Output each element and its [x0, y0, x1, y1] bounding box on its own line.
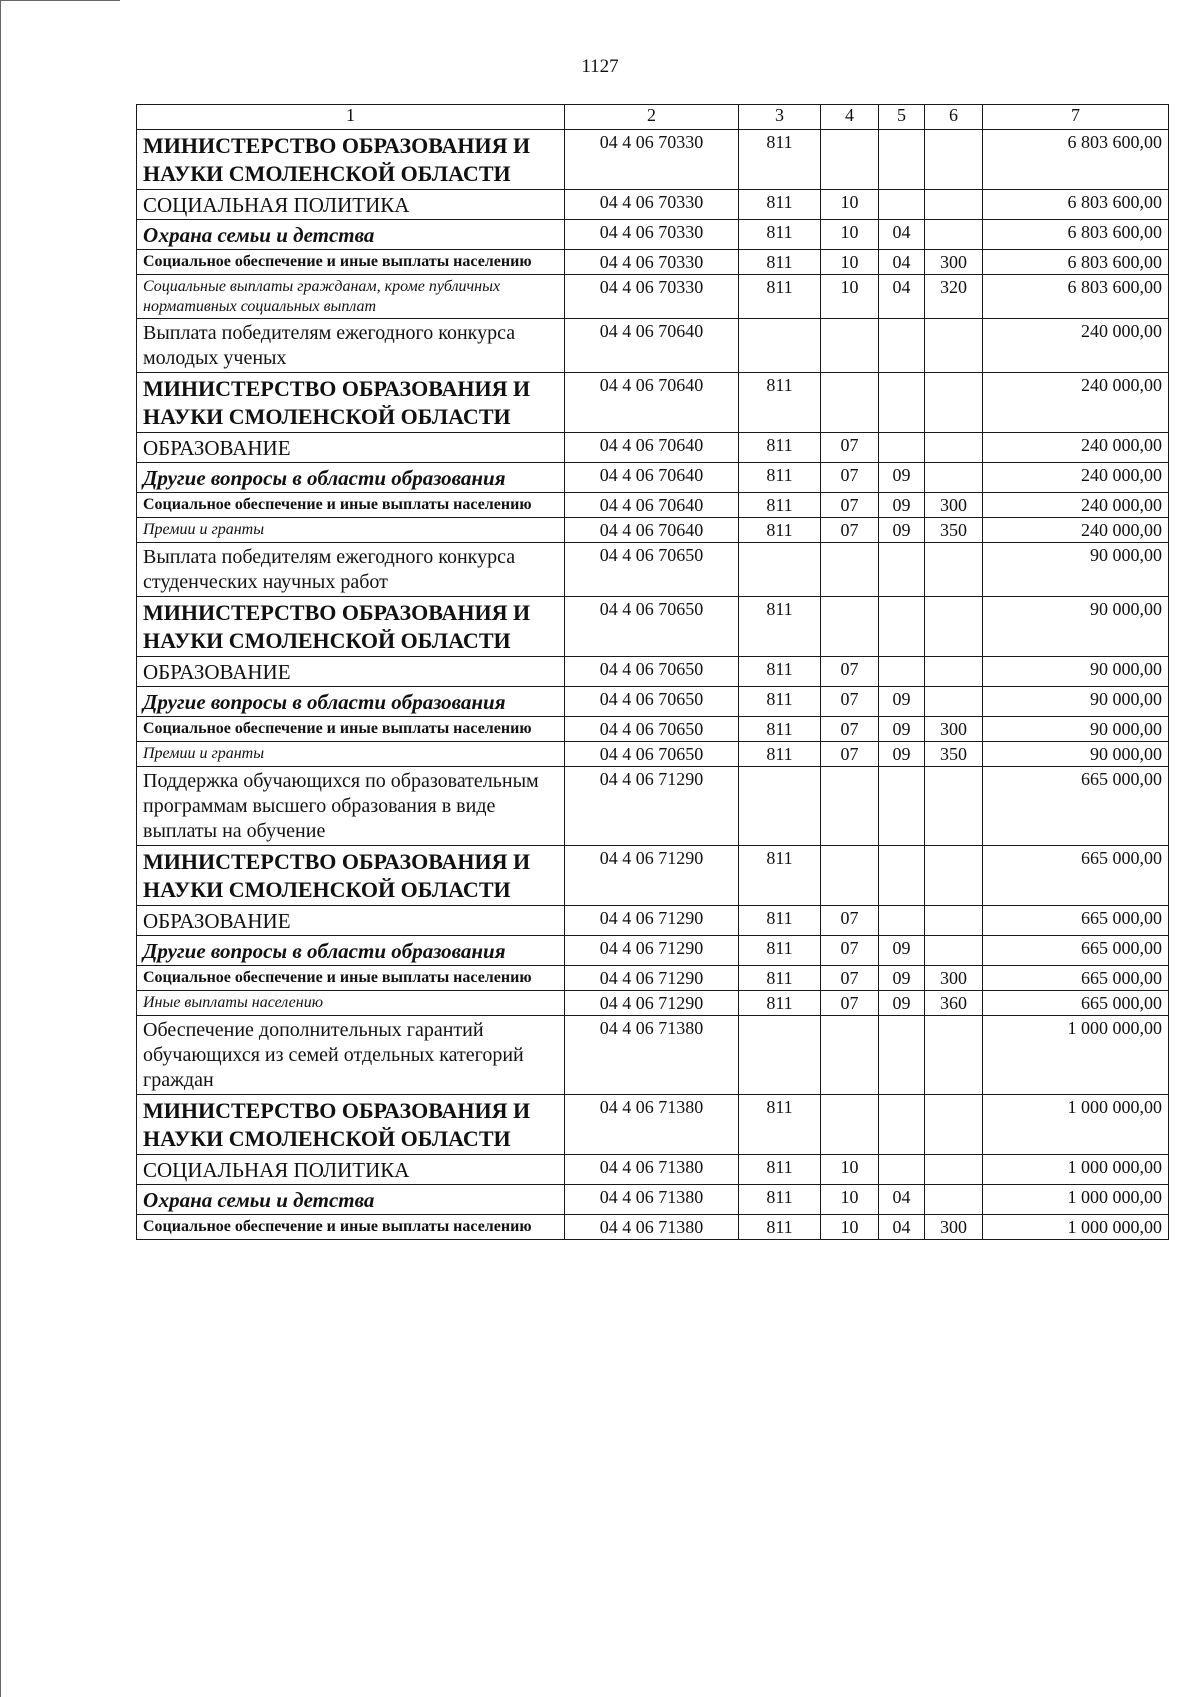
row-name: Выплата победителям ежегодного конкурса студенческих научных работ	[137, 543, 565, 597]
table-row	[137, 1016, 1169, 1095]
row-expense-type: 300	[925, 250, 983, 275]
row-admin-code: 811	[739, 936, 821, 966]
table-row	[137, 190, 1169, 220]
row-admin-code	[739, 1016, 821, 1095]
row-subsection-code: 09	[879, 687, 925, 717]
row-section-code	[821, 319, 879, 373]
table-row	[137, 463, 1169, 493]
row-admin-code	[739, 767, 821, 846]
header-col-5: 5	[879, 105, 925, 130]
row-expense-type: 300	[925, 966, 983, 991]
row-name: ОБРАЗОВАНИЕ	[137, 657, 565, 687]
row-name: МИНИСТЕРСТВО ОБРАЗОВАНИЯ И НАУКИ СМОЛЕНСКОЙ ОБЛАСТИ	[137, 1095, 565, 1155]
row-amount: 665 000,00	[983, 767, 1169, 846]
row-target-code: 04 4 06 70330	[565, 190, 739, 220]
row-section-code: 07	[821, 742, 879, 767]
row-section-code	[821, 1016, 879, 1095]
row-section-code: 07	[821, 717, 879, 742]
row-amount: 6 803 600,00	[983, 250, 1169, 275]
table-row	[137, 597, 1169, 657]
row-name: Социальное обеспечение и иные выплаты населению	[137, 250, 565, 275]
row-section-code: 07	[821, 518, 879, 543]
row-expense-type	[925, 433, 983, 463]
row-section-code	[821, 130, 879, 190]
row-admin-code: 811	[739, 1215, 821, 1240]
row-admin-code: 811	[739, 518, 821, 543]
row-subsection-code	[879, 373, 925, 433]
row-admin-code	[739, 319, 821, 373]
row-name: ОБРАЗОВАНИЕ	[137, 433, 565, 463]
row-subsection-code	[879, 543, 925, 597]
table-row	[137, 1185, 1169, 1215]
row-admin-code: 811	[739, 966, 821, 991]
table-row	[137, 966, 1169, 991]
row-target-code: 04 4 06 71290	[565, 966, 739, 991]
row-subsection-code	[879, 319, 925, 373]
row-section-code: 10	[821, 1215, 879, 1240]
table-body	[137, 130, 1169, 1240]
row-subsection-code	[879, 906, 925, 936]
row-subsection-code: 04	[879, 275, 925, 319]
table-row	[137, 936, 1169, 966]
row-target-code: 04 4 06 70640	[565, 493, 739, 518]
row-amount: 665 000,00	[983, 846, 1169, 906]
row-target-code: 04 4 06 70650	[565, 687, 739, 717]
row-amount: 240 000,00	[983, 319, 1169, 373]
row-section-code: 07	[821, 906, 879, 936]
row-name: Другие вопросы в области образования	[137, 687, 565, 717]
row-name: СОЦИАЛЬНАЯ ПОЛИТИКА	[137, 190, 565, 220]
row-section-code: 07	[821, 433, 879, 463]
row-amount: 90 000,00	[983, 687, 1169, 717]
row-subsection-code	[879, 1155, 925, 1185]
table-row	[137, 657, 1169, 687]
table-row	[137, 846, 1169, 906]
row-amount: 6 803 600,00	[983, 130, 1169, 190]
row-section-code: 07	[821, 657, 879, 687]
row-name: Премии и гранты	[137, 518, 565, 543]
row-target-code: 04 4 06 70330	[565, 220, 739, 250]
row-name: Другие вопросы в области образования	[137, 463, 565, 493]
table-row	[137, 319, 1169, 373]
row-admin-code: 811	[739, 1185, 821, 1215]
row-admin-code: 811	[739, 717, 821, 742]
header-col-4: 4	[821, 105, 879, 130]
row-name: Охрана семьи и детства	[137, 1185, 565, 1215]
row-subsection-code: 09	[879, 966, 925, 991]
row-expense-type: 300	[925, 717, 983, 742]
row-subsection-code: 04	[879, 250, 925, 275]
table-row	[137, 1155, 1169, 1185]
row-admin-code: 811	[739, 493, 821, 518]
row-target-code: 04 4 06 70650	[565, 543, 739, 597]
row-name: МИНИСТЕРСТВО ОБРАЗОВАНИЯ И НАУКИ СМОЛЕНСКОЙ ОБЛАСТИ	[137, 846, 565, 906]
row-amount: 665 000,00	[983, 936, 1169, 966]
row-section-code: 10	[821, 1185, 879, 1215]
row-admin-code: 811	[739, 373, 821, 433]
row-target-code: 04 4 06 70640	[565, 373, 739, 433]
row-expense-type	[925, 1016, 983, 1095]
table-row	[137, 742, 1169, 767]
table-row	[137, 275, 1169, 319]
row-target-code: 04 4 06 70650	[565, 742, 739, 767]
row-name: Социальные выплаты гражданам, кроме публичных нормативных социальных выплат	[137, 275, 565, 319]
header-col-7: 7	[983, 105, 1169, 130]
row-admin-code: 811	[739, 991, 821, 1016]
row-admin-code: 811	[739, 687, 821, 717]
row-amount: 240 000,00	[983, 433, 1169, 463]
row-subsection-code	[879, 597, 925, 657]
row-target-code: 04 4 06 70640	[565, 518, 739, 543]
table-row	[137, 906, 1169, 936]
row-admin-code: 811	[739, 463, 821, 493]
row-target-code: 04 4 06 71380	[565, 1185, 739, 1215]
row-name: СОЦИАЛЬНАЯ ПОЛИТИКА	[137, 1155, 565, 1185]
row-subsection-code	[879, 190, 925, 220]
row-expense-type	[925, 1185, 983, 1215]
row-section-code	[821, 1095, 879, 1155]
row-expense-type: 320	[925, 275, 983, 319]
row-target-code: 04 4 06 71380	[565, 1095, 739, 1155]
row-amount: 1 000 000,00	[983, 1215, 1169, 1240]
row-admin-code: 811	[739, 220, 821, 250]
row-section-code: 10	[821, 275, 879, 319]
row-subsection-code: 04	[879, 1185, 925, 1215]
scan-edge-left	[0, 0, 1, 1697]
row-admin-code: 811	[739, 275, 821, 319]
row-expense-type	[925, 1095, 983, 1155]
row-subsection-code: 09	[879, 742, 925, 767]
row-target-code: 04 4 06 71380	[565, 1155, 739, 1185]
row-expense-type	[925, 190, 983, 220]
row-amount: 240 000,00	[983, 518, 1169, 543]
row-amount: 6 803 600,00	[983, 275, 1169, 319]
row-admin-code: 811	[739, 1155, 821, 1185]
row-subsection-code	[879, 767, 925, 846]
row-section-code	[821, 846, 879, 906]
row-amount: 90 000,00	[983, 717, 1169, 742]
row-target-code: 04 4 06 71290	[565, 846, 739, 906]
row-target-code: 04 4 06 70330	[565, 250, 739, 275]
row-amount: 1 000 000,00	[983, 1185, 1169, 1215]
row-expense-type	[925, 936, 983, 966]
row-admin-code	[739, 543, 821, 597]
row-name: МИНИСТЕРСТВО ОБРАЗОВАНИЯ И НАУКИ СМОЛЕНСКОЙ ОБЛАСТИ	[137, 130, 565, 190]
row-section-code: 07	[821, 463, 879, 493]
scan-edge-top	[0, 0, 120, 1]
table-row	[137, 250, 1169, 275]
row-admin-code: 811	[739, 190, 821, 220]
row-subsection-code: 04	[879, 1215, 925, 1240]
row-expense-type	[925, 130, 983, 190]
row-section-code	[821, 373, 879, 433]
table-row	[137, 373, 1169, 433]
row-amount: 665 000,00	[983, 906, 1169, 936]
row-target-code: 04 4 06 70650	[565, 717, 739, 742]
row-admin-code: 811	[739, 742, 821, 767]
row-expense-type	[925, 657, 983, 687]
row-section-code: 07	[821, 966, 879, 991]
table-row	[137, 717, 1169, 742]
row-section-code	[821, 543, 879, 597]
row-admin-code: 811	[739, 597, 821, 657]
row-section-code	[821, 767, 879, 846]
row-section-code	[821, 597, 879, 657]
table-row	[137, 130, 1169, 190]
row-expense-type	[925, 767, 983, 846]
table-row	[137, 991, 1169, 1016]
row-target-code: 04 4 06 71290	[565, 767, 739, 846]
row-target-code: 04 4 06 71380	[565, 1016, 739, 1095]
row-name: МИНИСТЕРСТВО ОБРАЗОВАНИЯ И НАУКИ СМОЛЕНСКОЙ ОБЛАСТИ	[137, 597, 565, 657]
row-amount: 6 803 600,00	[983, 220, 1169, 250]
row-section-code: 10	[821, 190, 879, 220]
row-expense-type	[925, 220, 983, 250]
row-expense-type	[925, 373, 983, 433]
row-subsection-code: 04	[879, 220, 925, 250]
table-header	[137, 105, 1169, 130]
row-name: Другие вопросы в области образования	[137, 936, 565, 966]
table-row	[137, 220, 1169, 250]
row-name: Иные выплаты населению	[137, 991, 565, 1016]
row-target-code: 04 4 06 70640	[565, 463, 739, 493]
row-name: Обеспечение дополнительных гарантий обучающихся из семей отдельных категорий граждан	[137, 1016, 565, 1095]
row-expense-type	[925, 906, 983, 936]
row-subsection-code	[879, 846, 925, 906]
row-expense-type: 350	[925, 742, 983, 767]
row-subsection-code: 09	[879, 717, 925, 742]
row-expense-type	[925, 1155, 983, 1185]
table-row	[137, 518, 1169, 543]
row-subsection-code	[879, 1016, 925, 1095]
row-expense-type	[925, 597, 983, 657]
row-expense-type: 350	[925, 518, 983, 543]
row-expense-type: 300	[925, 1215, 983, 1240]
row-expense-type	[925, 319, 983, 373]
row-target-code: 04 4 06 71290	[565, 936, 739, 966]
row-subsection-code: 09	[879, 463, 925, 493]
row-amount: 90 000,00	[983, 597, 1169, 657]
row-target-code: 04 4 06 70640	[565, 319, 739, 373]
row-subsection-code	[879, 1095, 925, 1155]
row-subsection-code: 09	[879, 991, 925, 1016]
budget-table	[136, 104, 1169, 1240]
row-admin-code: 811	[739, 433, 821, 463]
row-amount: 665 000,00	[983, 966, 1169, 991]
row-section-code: 07	[821, 936, 879, 966]
row-name: Социальное обеспечение и иные выплаты населению	[137, 1215, 565, 1240]
table-row	[137, 1095, 1169, 1155]
row-expense-type: 360	[925, 991, 983, 1016]
row-name: Социальное обеспечение и иные выплаты населению	[137, 493, 565, 518]
row-name: Социальное обеспечение и иные выплаты населению	[137, 966, 565, 991]
row-amount: 1 000 000,00	[983, 1155, 1169, 1185]
row-name: Премии и гранты	[137, 742, 565, 767]
table-row	[137, 767, 1169, 846]
row-admin-code: 811	[739, 657, 821, 687]
row-expense-type	[925, 543, 983, 597]
row-subsection-code	[879, 657, 925, 687]
row-name: Выплата победителям ежегодного конкурса молодых ученых	[137, 319, 565, 373]
table-row	[137, 1215, 1169, 1240]
row-name: МИНИСТЕРСТВО ОБРАЗОВАНИЯ И НАУКИ СМОЛЕНСКОЙ ОБЛАСТИ	[137, 373, 565, 433]
table-row	[137, 543, 1169, 597]
row-name: Поддержка обучающихся по образовательным программам высшего образования в виде выплаты на обучение	[137, 767, 565, 846]
table-row	[137, 687, 1169, 717]
row-admin-code: 811	[739, 250, 821, 275]
row-expense-type	[925, 687, 983, 717]
row-amount: 90 000,00	[983, 657, 1169, 687]
row-section-code: 10	[821, 220, 879, 250]
row-subsection-code: 09	[879, 936, 925, 966]
row-expense-type: 300	[925, 493, 983, 518]
row-amount: 90 000,00	[983, 543, 1169, 597]
header-col-1: 1	[137, 105, 565, 130]
row-target-code: 04 4 06 71380	[565, 1215, 739, 1240]
header-col-6: 6	[925, 105, 983, 130]
row-admin-code: 811	[739, 130, 821, 190]
row-amount: 240 000,00	[983, 493, 1169, 518]
row-name: Охрана семьи и детства	[137, 220, 565, 250]
header-col-3: 3	[739, 105, 821, 130]
table-row	[137, 433, 1169, 463]
row-target-code: 04 4 06 70330	[565, 130, 739, 190]
row-section-code: 07	[821, 991, 879, 1016]
row-admin-code: 811	[739, 846, 821, 906]
row-amount: 240 000,00	[983, 373, 1169, 433]
table-row	[137, 493, 1169, 518]
row-amount: 6 803 600,00	[983, 190, 1169, 220]
row-amount: 90 000,00	[983, 742, 1169, 767]
page-number: 1127	[581, 56, 619, 77]
row-subsection-code: 09	[879, 518, 925, 543]
row-section-code: 07	[821, 493, 879, 518]
row-subsection-code	[879, 130, 925, 190]
row-target-code: 04 4 06 71290	[565, 991, 739, 1016]
row-amount: 665 000,00	[983, 991, 1169, 1016]
row-target-code: 04 4 06 70650	[565, 597, 739, 657]
row-section-code: 07	[821, 687, 879, 717]
row-target-code: 04 4 06 70650	[565, 657, 739, 687]
header-row	[137, 105, 1169, 130]
row-subsection-code: 09	[879, 493, 925, 518]
row-amount: 1 000 000,00	[983, 1016, 1169, 1095]
row-section-code: 10	[821, 1155, 879, 1185]
row-expense-type	[925, 463, 983, 493]
row-target-code: 04 4 06 71290	[565, 906, 739, 936]
row-name: Социальное обеспечение и иные выплаты населению	[137, 717, 565, 742]
row-amount: 240 000,00	[983, 463, 1169, 493]
row-admin-code: 811	[739, 906, 821, 936]
row-name: ОБРАЗОВАНИЕ	[137, 906, 565, 936]
row-amount: 1 000 000,00	[983, 1095, 1169, 1155]
row-admin-code: 811	[739, 1095, 821, 1155]
row-subsection-code	[879, 433, 925, 463]
row-expense-type	[925, 846, 983, 906]
row-section-code: 10	[821, 250, 879, 275]
header-col-2: 2	[565, 105, 739, 130]
row-target-code: 04 4 06 70330	[565, 275, 739, 319]
row-target-code: 04 4 06 70640	[565, 433, 739, 463]
